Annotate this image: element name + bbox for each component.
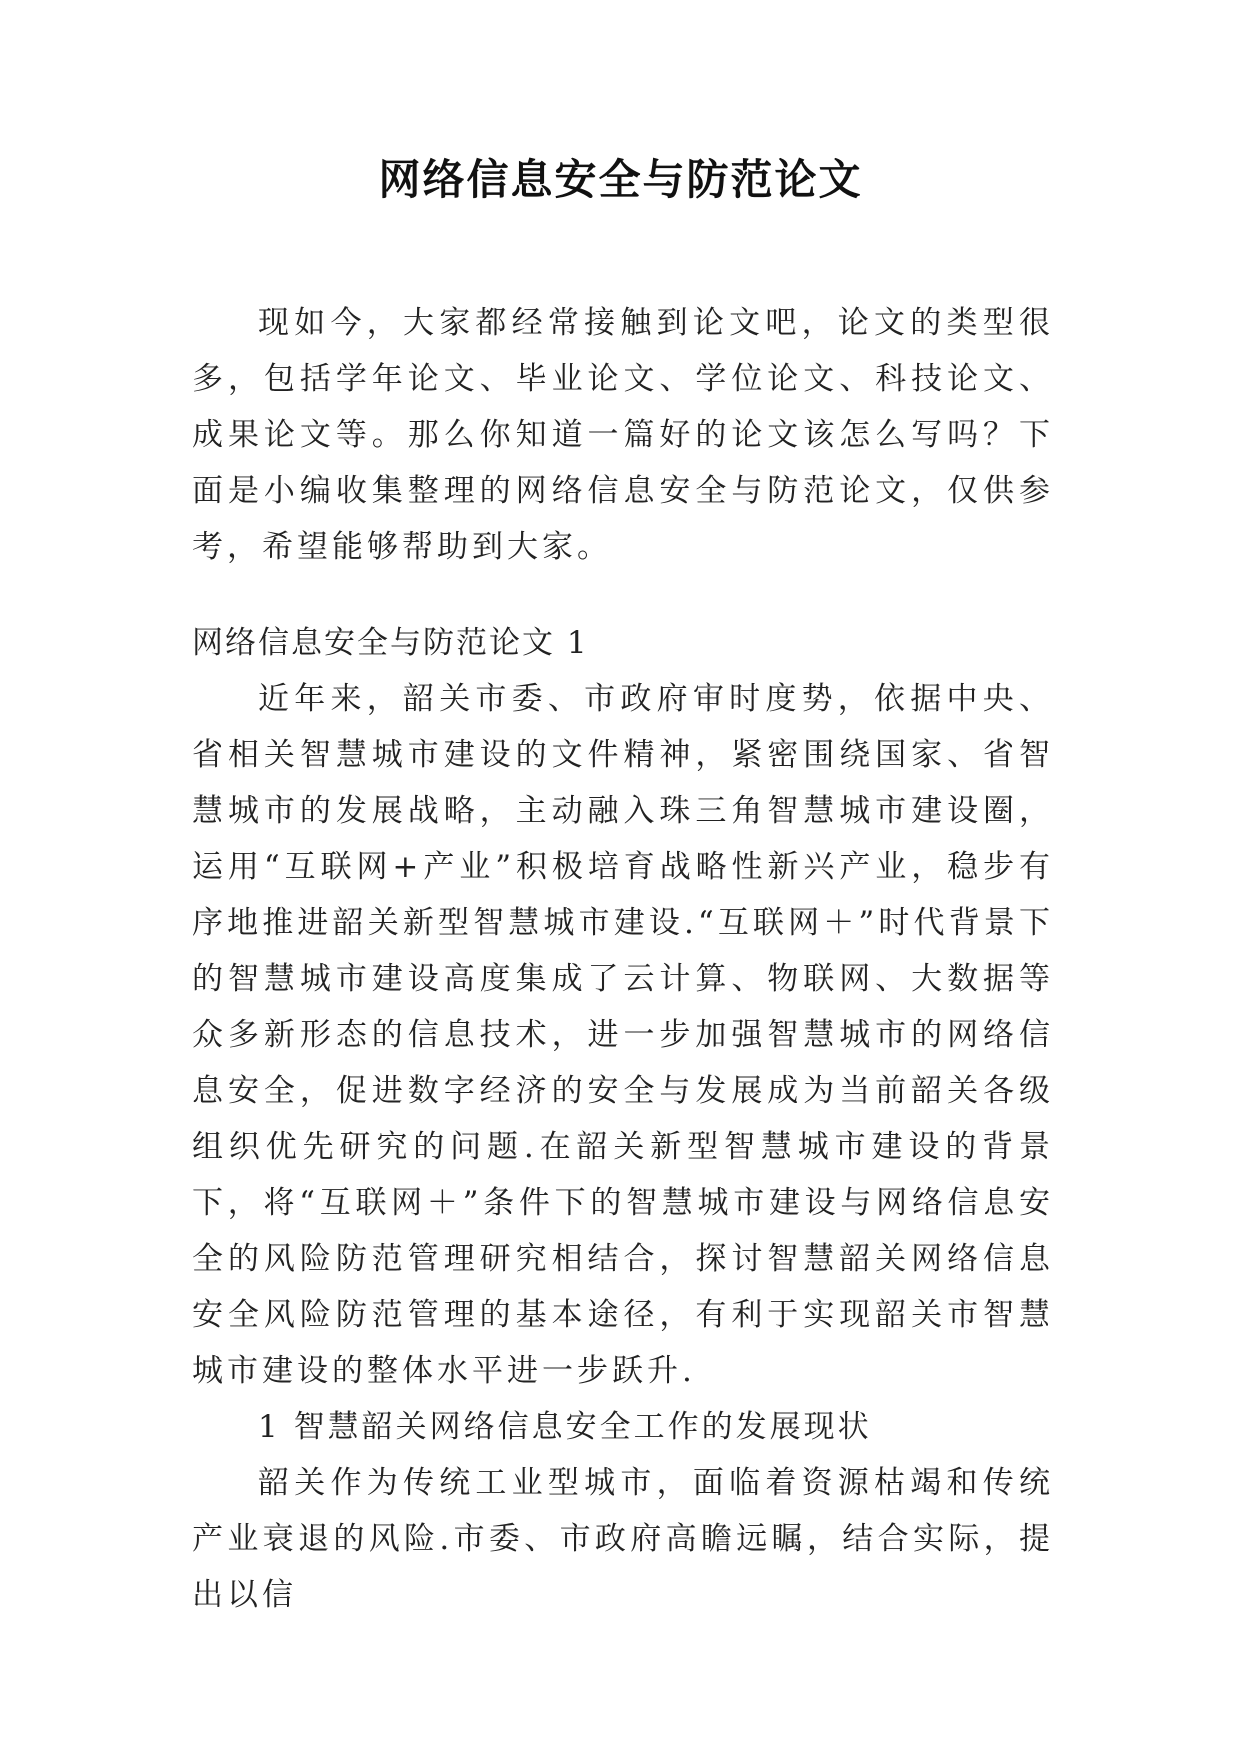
subsection-heading: 1 智慧韶关网络信息安全工作的发展现状 <box>258 1409 872 1445</box>
section-heading: 网络信息安全与防范论文 1 <box>192 625 589 661</box>
body-paragraph: 近年来，韶关市委、市政府审时度势，依据中央、省相关智慧城市建设的文件精神，紧密围绕国家、省智慧城市的发展战略，主动融入珠三角智慧城市建设圈，运用“互联网+产业”积极培育战略性新兴产业，稳步有序地推进韶关新型智慧城市建设.“互联网＋”时代背景下的智慧城市建设高度集成了云计算、物联网、大数据等众多新形态的信息技术，进一步加强智慧城市的网络信息安全，促进数字经济的安全与发展成为当前韶关各级组织优先研究的问题.在韶关新型智慧城市建设的背景下，将“互联网＋”条件下的智慧城市建设与网络信息安全的风险防范管理研究相结合，探讨智慧韶关网络信息安全风险防范管理的基本途径，有利于实现韶关市智慧城市建设的整体水平进一步跃升. <box>192 681 1054 1389</box>
document-title: 网络信息安全与防范论文 <box>378 155 863 204</box>
body-paragraph: 韶关作为传统工业型城市，面临着资源枯竭和传统产业衰退的风险.市委、市政府高瞻远瞩，结合实际，提出以信 <box>192 1465 1054 1613</box>
intro-paragraph: 现如今，大家都经常接触到论文吧，论文的类型很多，包括学年论文、毕业论文、学位论文、科技论文、成果论文等。那么你知道一篇好的论文该怎么写吗？下面是小编收集整理的网络信息安全与防范论文，仅供参考，希望能够帮助到大家。 <box>192 305 1054 565</box>
